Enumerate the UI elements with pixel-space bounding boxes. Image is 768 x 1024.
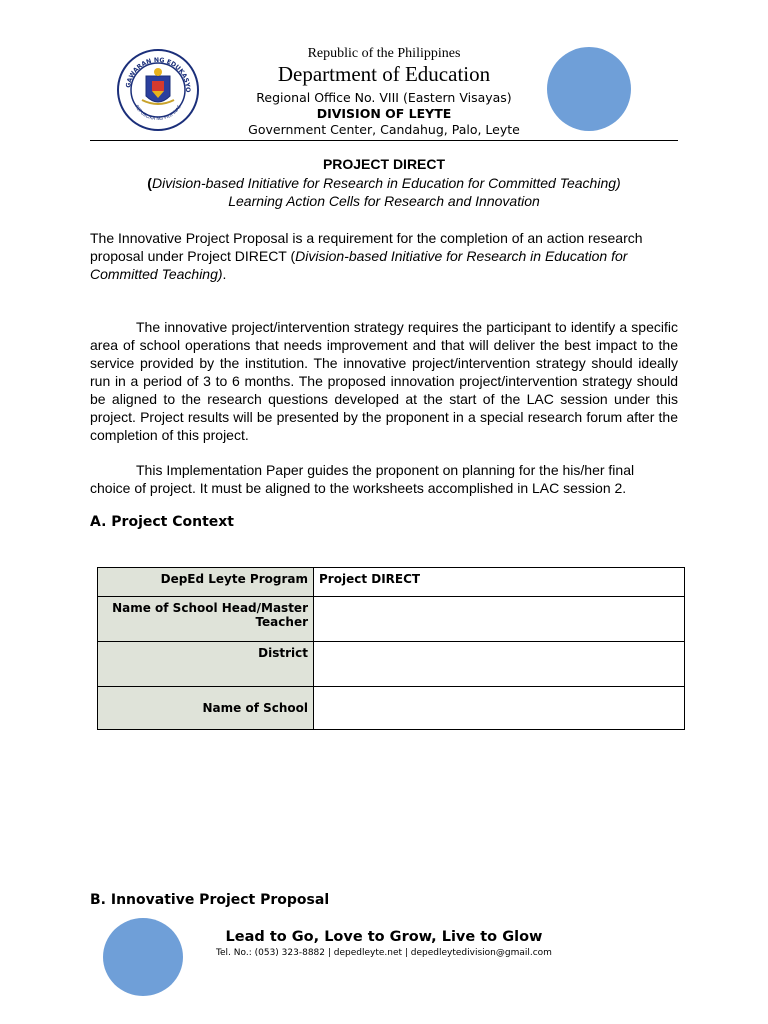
regional-office: Regional Office No. VIII (Eastern Visayas): [256, 90, 512, 105]
header-rule: [90, 140, 678, 141]
intro-italic: Division-based Initiative for Research in Education for Committed Teaching): [90, 248, 628, 282]
bottom-left-circle-placeholder: [103, 918, 183, 996]
footer-contact: Tel. No.: (053) 323-8882 | depedleyte.net | depedleytedivision@gmail.com: [216, 948, 552, 958]
strategy-paragraph: [90, 318, 678, 444]
table-row: [98, 642, 685, 687]
implementation-paragraph: [90, 461, 678, 497]
project-context-table: [97, 567, 685, 730]
strategy-text: The innovative project/intervention strategy requires the participant to identify a specific area of school operations that needs improvement and that will deliver the best impact to the service provided by the institution. The innovative project/intervention strategy should ideally run in a period of 3 to 6 months. The proposed innovation project/intervention strategy should be aligned to the research questions developed at the start of the LAC session under this project. Project results will be presented by the proponent in a special research forum after the completion of this project.: [90, 319, 678, 443]
section-b-heading: B. Innovative Project Proposal: [90, 892, 330, 908]
svg-text:KAGAWARAN NG EDUKASYON: GAWARAN NG EDUKASYO: [125, 56, 192, 93]
project-subtitle: [90, 175, 678, 191]
row-label-school-head: Name of School Head/Master Teacher: [98, 597, 314, 642]
table-row: [98, 687, 685, 730]
row-value-district[interactable]: [314, 642, 685, 687]
table-row: [98, 597, 685, 642]
row-label-school-name: Name of School: [98, 687, 314, 730]
intro-paragraph: [90, 229, 678, 283]
project-subtitle-open-paren: (: [147, 175, 152, 191]
section-a-heading: A. Project Context: [90, 514, 234, 530]
row-label-program: DepEd Leyte Program: [98, 568, 314, 597]
svg-text:REPUBLIKA NG PILIPINAS: REPUBLIKA NG PILIPINAS: [133, 104, 183, 123]
deped-seal-logo: [116, 48, 200, 132]
implementation-text: This Implementation Paper guides the proponent on planning for the his/her final choice of project. It must be aligned to the worksheets accomplished in LAC session 2.: [90, 462, 635, 496]
project-title: PROJECT DIRECT: [322, 156, 446, 172]
row-value-school-name[interactable]: [314, 687, 685, 730]
footer-motto: Lead to Go, Love to Grow, Live to Glow: [225, 929, 543, 945]
office-address: Government Center, Candahug, Palo, Leyte: [248, 122, 520, 137]
intro-end: .: [222, 266, 227, 282]
republic-label: Republic of the Philippines: [307, 46, 461, 61]
division-name: DIVISION OF LEYTE: [316, 106, 452, 121]
project-lac-line: Learning Action Cells for Research and Innovation: [228, 193, 540, 209]
row-value-school-head[interactable]: [314, 597, 685, 642]
row-label-district: District: [98, 642, 314, 687]
project-subtitle-text: Division-based Initiative for Research in Education for Committed Teaching): [151, 175, 621, 191]
intro-text: The Innovative Project Proposal is a requirement for the completion of an action research proposal under Project DIRECT (: [90, 230, 643, 264]
table-row: [98, 568, 685, 597]
department-title: Department of Education: [277, 62, 491, 86]
row-value-program[interactable]: Project DIRECT: [314, 568, 685, 597]
